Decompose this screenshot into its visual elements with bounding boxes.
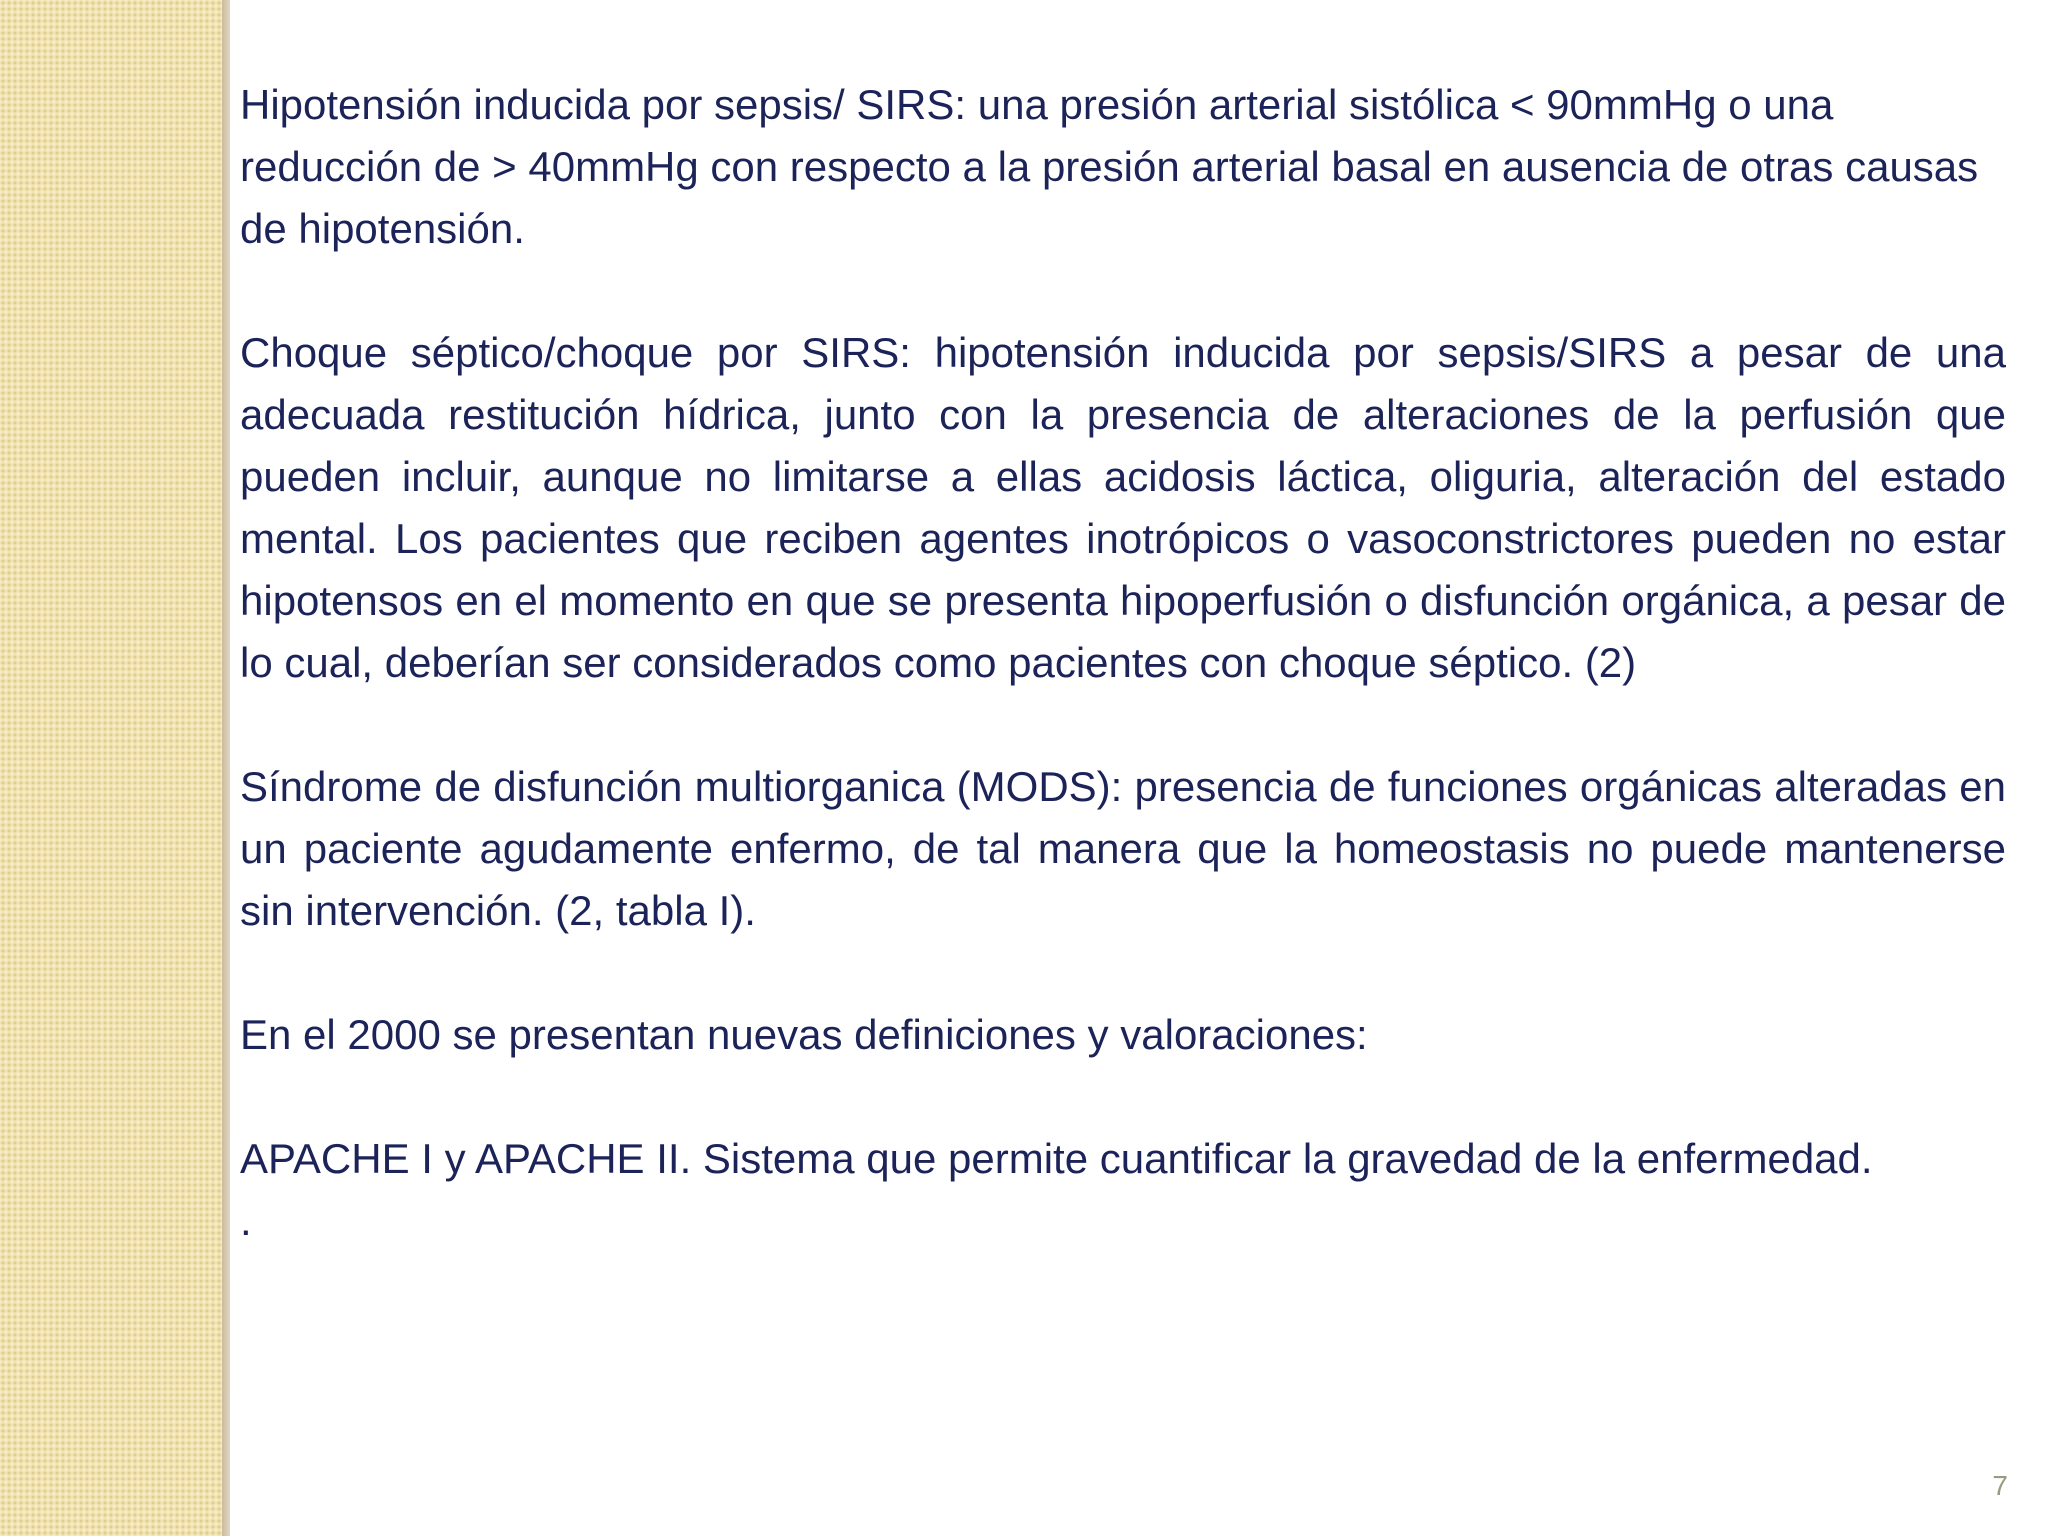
- trailing-dot: .: [240, 1197, 252, 1244]
- slide-body: [240, 74, 2006, 1252]
- decorative-side-band: [0, 0, 222, 1536]
- paragraph-hipotension: Hipotensión inducida por sepsis/ SIRS: una presión arterial sistólica < 90mmHg o una reducción de > 40mmHg con respecto a la presión arterial basal en ausencia de otras causas de hipotensión.: [240, 81, 1979, 252]
- paragraph-mods: Síndrome de disfunción multiorganica (MODS): presencia de funciones orgánicas alteradas en un paciente agudamente enfermo, de tal manera que la homeostasis no puede mantenerse sin intervención. (2, tabla I).: [240, 763, 2006, 934]
- paragraph-definiciones-2000: En el 2000 se presentan nuevas definiciones y valoraciones:: [240, 1011, 1368, 1058]
- side-band-edge: [222, 0, 230, 1536]
- paragraph-choque-septico: Choque séptico/choque por SIRS: hipotensión inducida por sepsis/SIRS a pesar de una adecuada restitución hídrica, junto con la presencia de alteraciones de la perfusión que pueden incluir, aunque no limitarse a ellas acidosis láctica, oliguria, alteración del estado mental. Los pacientes que reciben agentes inotrópicos o vasoconstrictores pueden no estar hipotensos en el momento en que se presenta hipoperfusión o disfunción orgánica, a pesar de lo cual, deberían ser considerados como pacientes con choque séptico. (2): [240, 329, 2006, 686]
- paragraph-apache: APACHE I y APACHE II. Sistema que permite cuantificar la gravedad de la enfermedad.: [240, 1135, 1873, 1182]
- page-number: 7: [1992, 1470, 2008, 1501]
